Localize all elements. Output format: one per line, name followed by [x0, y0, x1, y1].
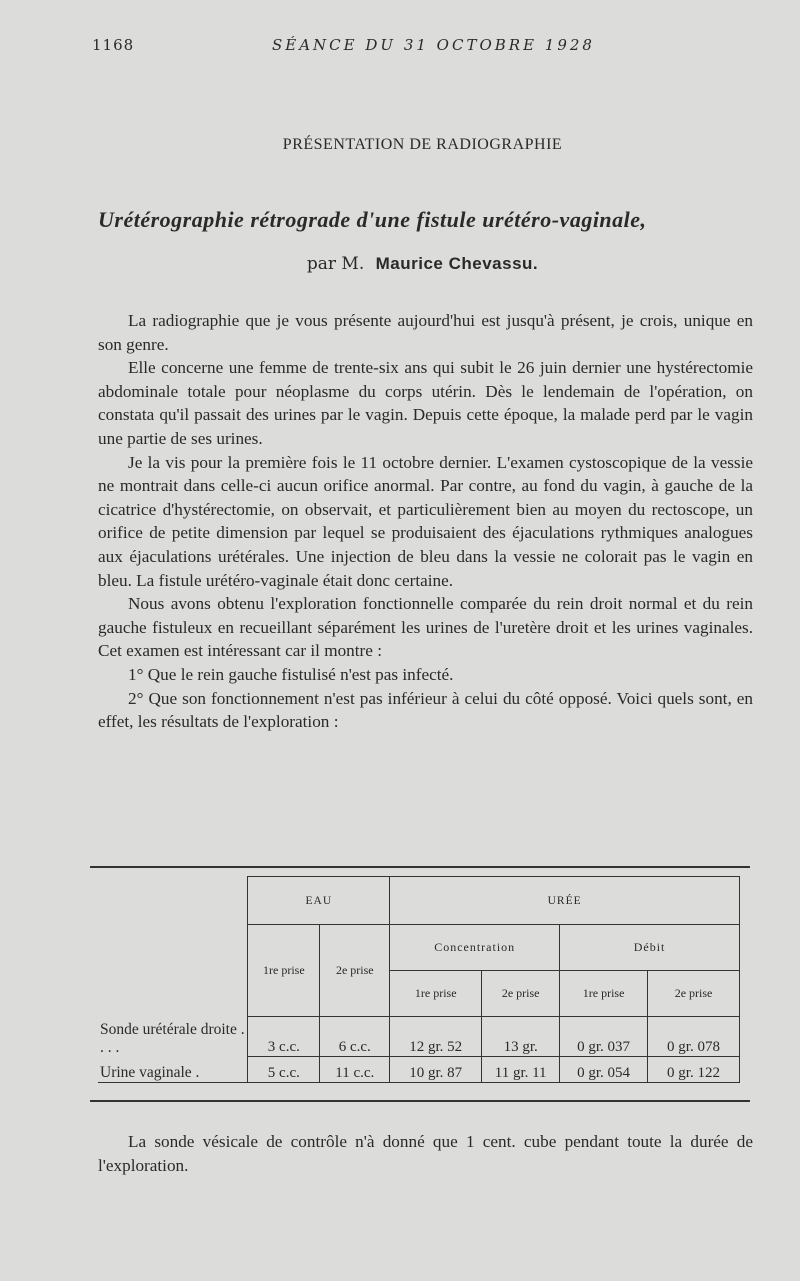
paragraph: Elle concerne une femme de trente-six ans qui subit le 26 juin dernier une hystérectomie abdominale totale pour néoplasme du corps utérin. Dès le lendemain de l'opération, on constata qu'il passait des urines par le vagin. Depuis cette époque, la malade perd par le vagin une partie de ses urines. — [98, 358, 753, 448]
header-eau: EAU — [248, 877, 390, 925]
paragraph: 2° Que son fonctionnement n'est pas inférieur à celui du côté opposé. Voici quels sont, en effet, les résultats de l'exploration : — [98, 688, 753, 732]
results-table-frame — [90, 866, 750, 1102]
cell-conc2: 13 gr. — [482, 1017, 560, 1057]
paragraph: La sonde vésicale de contrôle n'à donné que 1 cent. cube pendant toute la durée de l'exploration. — [98, 1132, 753, 1175]
table-row — [98, 1017, 740, 1057]
cell-deb2: 0 gr. 122 — [648, 1057, 740, 1083]
article-body — [98, 309, 753, 734]
page-number: 1168 — [92, 36, 135, 54]
header-eau-prise2: 2e prise — [320, 925, 390, 1017]
results-table — [98, 876, 740, 1083]
paragraph: Je la vis pour la première fois le 11 octobre dernier. L'examen cystoscopique de la vessie ne montrait dans celle-ci aucun orifice anormal. Par contre, au fond du vagin, à gauche de la cicatrice d'hystérectomie, on observait, et particulièrement bien au moyen du rectoscope, un orifice de petite dimension par lequel se produisaient des éjaculations rythmiques analogues aux éjaculations urétérales. Une injection de bleu dans la vessie ne colorait pas le vagin en bleu. La fistule urétéro-vaginale était donc certaine. — [98, 452, 753, 590]
header-debit-prise2: 2e prise — [648, 971, 740, 1017]
section-title: PRÉSENTATION DE RADIOGRAPHIE — [282, 136, 563, 153]
article-title: Urétérographie rétrograde d'une fistule urétéro-vaginale, — [98, 207, 647, 232]
cell-eau1: 5 c.c. — [248, 1057, 320, 1083]
byline — [0, 254, 800, 274]
header-conc-prise1: 1re prise — [390, 971, 482, 1017]
paragraph: 1° Que le rein gauche fistulisé n'est pas infecté. — [128, 664, 454, 684]
author-name: Maurice Chevassu. — [375, 254, 539, 273]
row-label-header — [98, 877, 248, 1017]
header-uree: URÉE — [390, 877, 740, 925]
cell-eau1: 3 c.c. — [248, 1017, 320, 1057]
paragraph: Nous avons obtenu l'exploration fonctionnelle comparée du rein droit normal et du rein gauche fistuleux en recueillant séparément les urines de l'uretère droit et les urines vaginales. Cet examen est intéressant car il montre : — [98, 594, 753, 661]
header-conc-prise2: 2e prise — [482, 971, 560, 1017]
cell-eau2: 11 c.c. — [320, 1057, 390, 1083]
cell-deb1: 0 gr. 037 — [560, 1017, 648, 1057]
closing-paragraph — [98, 1130, 753, 1177]
header-eau-prise1: 1re prise — [248, 925, 320, 1017]
cell-deb1: 0 gr. 054 — [560, 1057, 648, 1083]
byline-prefix: par M. — [306, 254, 365, 274]
cell-deb2: 0 gr. 078 — [648, 1017, 740, 1057]
page-header — [92, 36, 720, 60]
table-row — [98, 1057, 740, 1083]
running-title: SÉANCE DU 31 OCTOBRE 1928 — [272, 36, 595, 54]
header-debit: Débit — [560, 925, 740, 971]
cell-eau2: 6 c.c. — [320, 1017, 390, 1057]
paragraph: La radiographie que je vous présente aujourd'hui est jusqu'à présent, je crois, unique en son genre. — [98, 311, 753, 354]
header-concentration: Concentration — [390, 925, 560, 971]
cell-conc1: 10 gr. 87 — [390, 1057, 482, 1083]
cell-conc1: 12 gr. 52 — [390, 1017, 482, 1057]
header-debit-prise1: 1re prise — [560, 971, 648, 1017]
row-label: Urine vaginale . — [98, 1057, 248, 1083]
row-label: Sonde urétérale droite . . . . — [98, 1017, 248, 1057]
cell-conc2: 11 gr. 11 — [482, 1057, 560, 1083]
